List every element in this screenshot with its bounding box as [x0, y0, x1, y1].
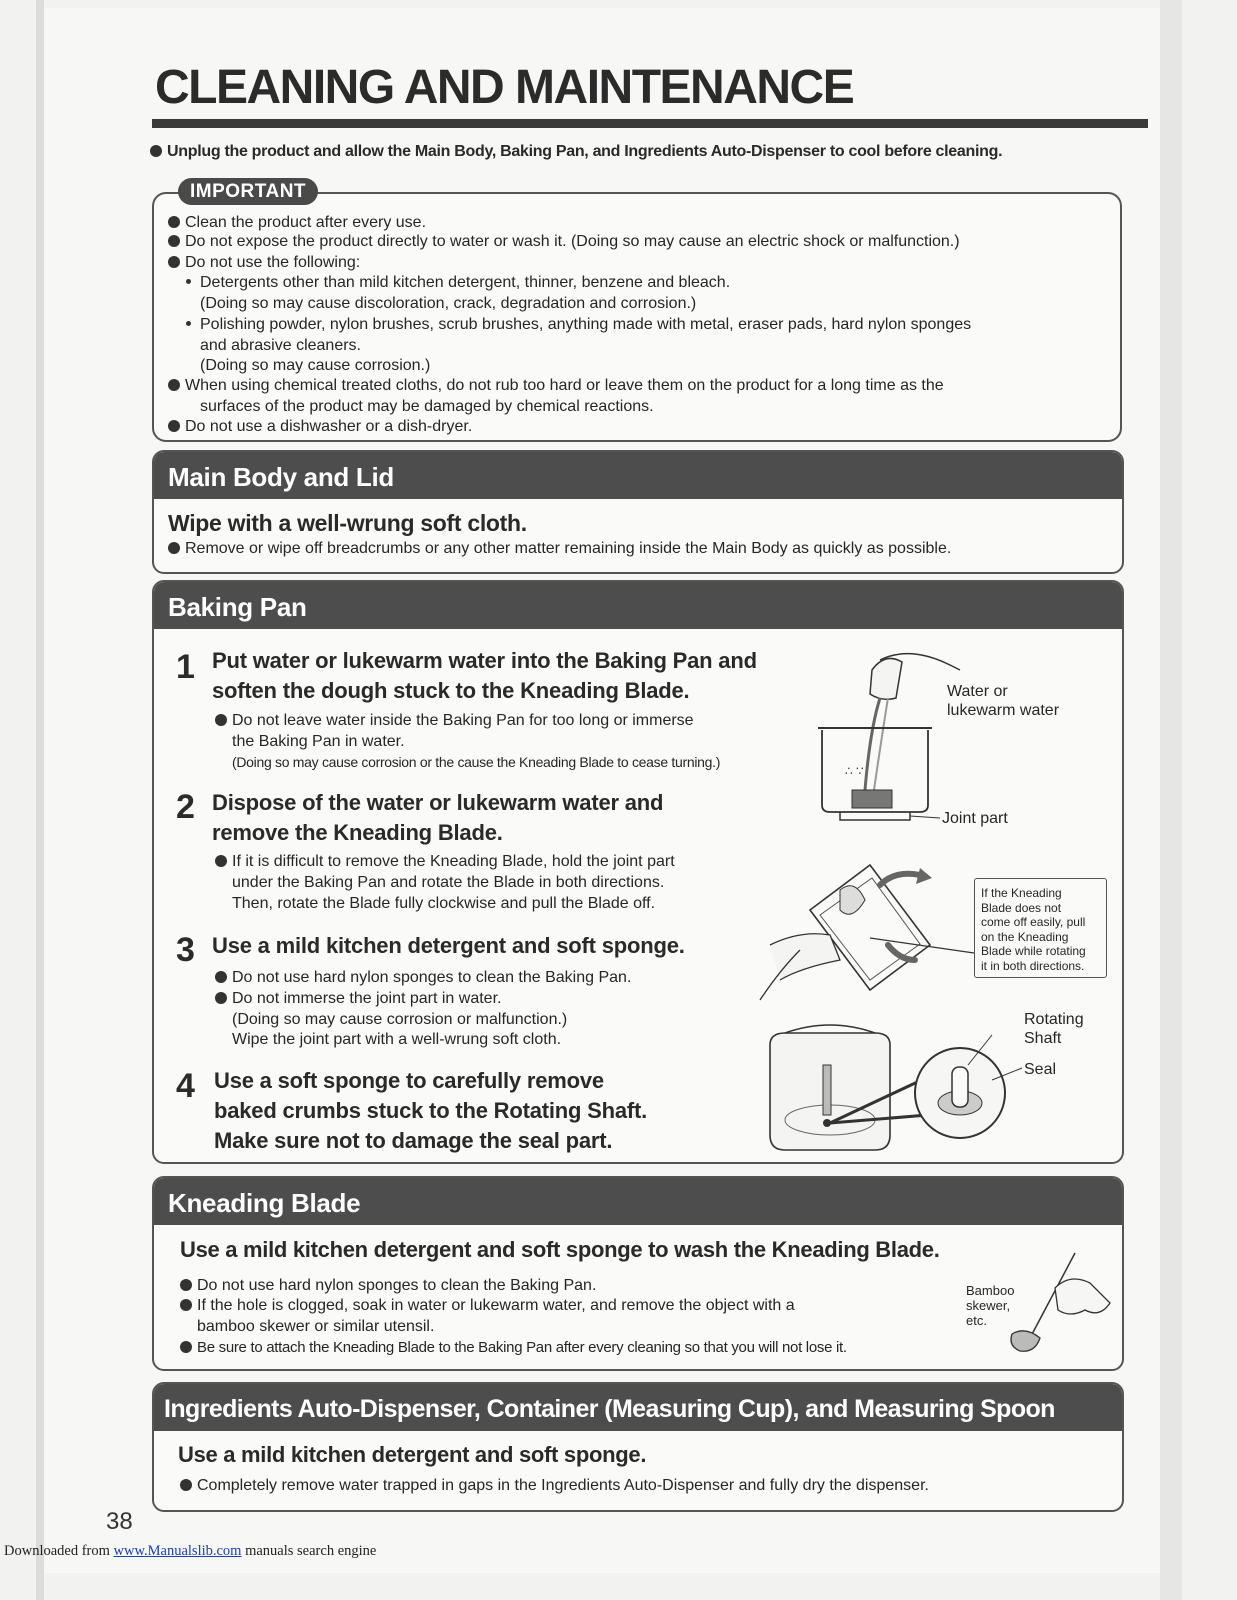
kneading-note-cont: bamboo skewer or similar utensil.: [197, 1318, 435, 1335]
download-footer: Downloaded from www.Manualslib.com manuals search engine: [4, 1543, 377, 1559]
bullet-icon: [215, 714, 227, 726]
kneading-note: If the hole is clogged, soak in water or lukewarm water, and remove the object with a: [180, 1297, 795, 1315]
bullet-icon: [180, 1479, 192, 1491]
step-number: 4: [176, 1067, 195, 1105]
bullet-icon: [186, 321, 191, 326]
important-item: Do not expose the product directly to water or wash it. (Doing so may cause an electric shock or malfunction.): [168, 233, 960, 251]
bullet-icon: [168, 216, 180, 228]
step-title: Use a soft sponge to carefully remove: [214, 1068, 604, 1093]
step-note-cont: (Doing so may cause corrosion or the cause the Kneading Blade to cease turning.): [232, 754, 721, 770]
section-heading: Main Body and Lid: [154, 452, 1122, 499]
step-title: Dispose of the water or lukewarm water and: [212, 790, 664, 815]
step-note-cont: Wipe the joint part with a well-wrung soft cloth.: [232, 1031, 562, 1048]
page-title: CLEANING AND MAINTENANCE: [155, 61, 854, 114]
section-heading: Kneading Blade: [154, 1178, 1122, 1225]
important-item: Do not use the following:: [168, 254, 360, 272]
step-title: remove the Kneading Blade.: [212, 820, 503, 845]
step-title: soften the dough stuck to the Kneading Blade.: [212, 678, 690, 703]
bullet-icon: [215, 971, 227, 983]
kneading-note: Do not use hard nylon sponges to clean the Baking Pan.: [180, 1277, 596, 1295]
dispenser-note: Completely remove water trapped in gaps in the Ingredients Auto-Dispenser and fully dry the dispenser.: [180, 1477, 929, 1495]
step-number: 1: [176, 648, 195, 686]
step-title: Make sure not to damage the seal part.: [214, 1128, 613, 1153]
rotating-shaft-label: Rotating Shaft: [1024, 1011, 1084, 1047]
step-note-cont: Then, rotate the Blade fully clockwise and pull the Blade off.: [232, 895, 656, 912]
step-number: 3: [176, 931, 195, 969]
step-note-cont: the Baking Pan in water.: [232, 733, 405, 750]
bullet-icon: [168, 379, 180, 391]
kneading-note: Be sure to attach the Kneading Blade to the Baking Pan after every cleaning so that you will not lose it.: [180, 1339, 847, 1356]
important-subitem-cont: and abrasive cleaners.: [200, 337, 361, 354]
step-note: Do not leave water inside the Baking Pan for too long or immerse: [215, 712, 694, 730]
dispenser-instruction: Use a mild kitchen detergent and soft sponge.: [178, 1442, 647, 1467]
section-heading: Baking Pan: [154, 582, 1122, 629]
bullet-icon: [186, 279, 191, 284]
important-subitem-note: (Doing so may cause corrosion.): [200, 357, 431, 374]
bullet-icon: [168, 256, 180, 268]
page-shadow-left: [36, 0, 44, 1600]
joint-part-label: Joint part: [942, 810, 1008, 827]
bullet-icon: [180, 1341, 192, 1353]
page-shadow-right: [1160, 0, 1182, 1600]
rotating-shaft-illustration: [760, 1025, 1020, 1165]
page-number: 38: [106, 1508, 133, 1535]
skewer-illustration: [1000, 1248, 1120, 1363]
bullet-icon: [168, 235, 180, 247]
important-subitem: Polishing powder, nylon brushes, scrub brushes, anything made with metal, eraser pads, hard nylon sponges: [186, 316, 971, 334]
remove-blade-illustration: [760, 850, 980, 1010]
seal-label: Seal: [1024, 1061, 1057, 1078]
kneading-instruction: Use a mild kitchen detergent and soft sponge to wash the Kneading Blade.: [180, 1237, 940, 1262]
important-subitem-note: (Doing so may cause discoloration, crack, degradation and corrosion.): [200, 295, 697, 312]
main-body-instruction: Wipe with a well-wrung soft cloth.: [168, 510, 527, 536]
svg-text:∴ ∵: ∴ ∵: [845, 764, 864, 778]
intro-note: Unplug the product and allow the Main Body, Baking Pan, and Ingredients Auto-Dispenser to cool before cleaning.: [150, 143, 1002, 161]
bullet-icon: [168, 420, 180, 432]
water-label: Water or lukewarm water: [947, 683, 1060, 719]
bullet-icon: [215, 992, 227, 1004]
important-subitem: Detergents other than mild kitchen detergent, thinner, benzene and bleach.: [186, 274, 730, 292]
blade-removal-note: If the Kneading Blade does not come off easily, pull on the Kneading Blade while rotating it in both directions.: [974, 878, 1107, 978]
step-title: baked crumbs stuck to the Rotating Shaft.: [214, 1098, 648, 1123]
step-note-cont: (Doing so may cause corrosion or malfunction.): [232, 1011, 568, 1028]
step-title: Put water or lukewarm water into the Baking Pan and: [212, 648, 757, 673]
step-note: Do not immerse the joint part in water.: [215, 990, 501, 1008]
bullet-icon: [180, 1299, 192, 1311]
bullet-icon: [215, 855, 227, 867]
bullet-icon: [150, 145, 162, 157]
title-rule: [152, 119, 1148, 128]
main-body-note: Remove or wipe off breadcrumbs or any other matter remaining inside the Main Body as quickly as possible.: [168, 540, 951, 558]
bullet-icon: [180, 1279, 192, 1291]
manualslib-link[interactable]: www.Manualslib.com: [113, 1543, 242, 1559]
important-item: Do not use a dishwasher or a dish-dryer.: [168, 418, 472, 436]
step-number: 2: [176, 788, 195, 826]
important-item-cont: surfaces of the product may be damaged by chemical reactions.: [200, 398, 654, 415]
step-note-cont: under the Baking Pan and rotate the Blade in both directions.: [232, 874, 665, 891]
section-heading: Ingredients Auto-Dispenser, Container (Measuring Cup), and Measuring Spoon: [154, 1384, 1122, 1431]
bullet-icon: [168, 542, 180, 554]
important-item: When using chemical treated cloths, do not rub too hard or leave them on the product for a long time as the: [168, 377, 944, 395]
step-note: If it is difficult to remove the Kneading Blade, hold the joint part: [215, 853, 675, 871]
important-tag: IMPORTANT: [178, 178, 318, 205]
step-note: Do not use hard nylon sponges to clean the Baking Pan.: [215, 969, 631, 987]
step-title: Use a mild kitchen detergent and soft sponge.: [212, 933, 685, 958]
important-item: Clean the product after every use.: [168, 214, 426, 232]
skewer-label: Bamboo skewer, etc.: [966, 1283, 1015, 1328]
